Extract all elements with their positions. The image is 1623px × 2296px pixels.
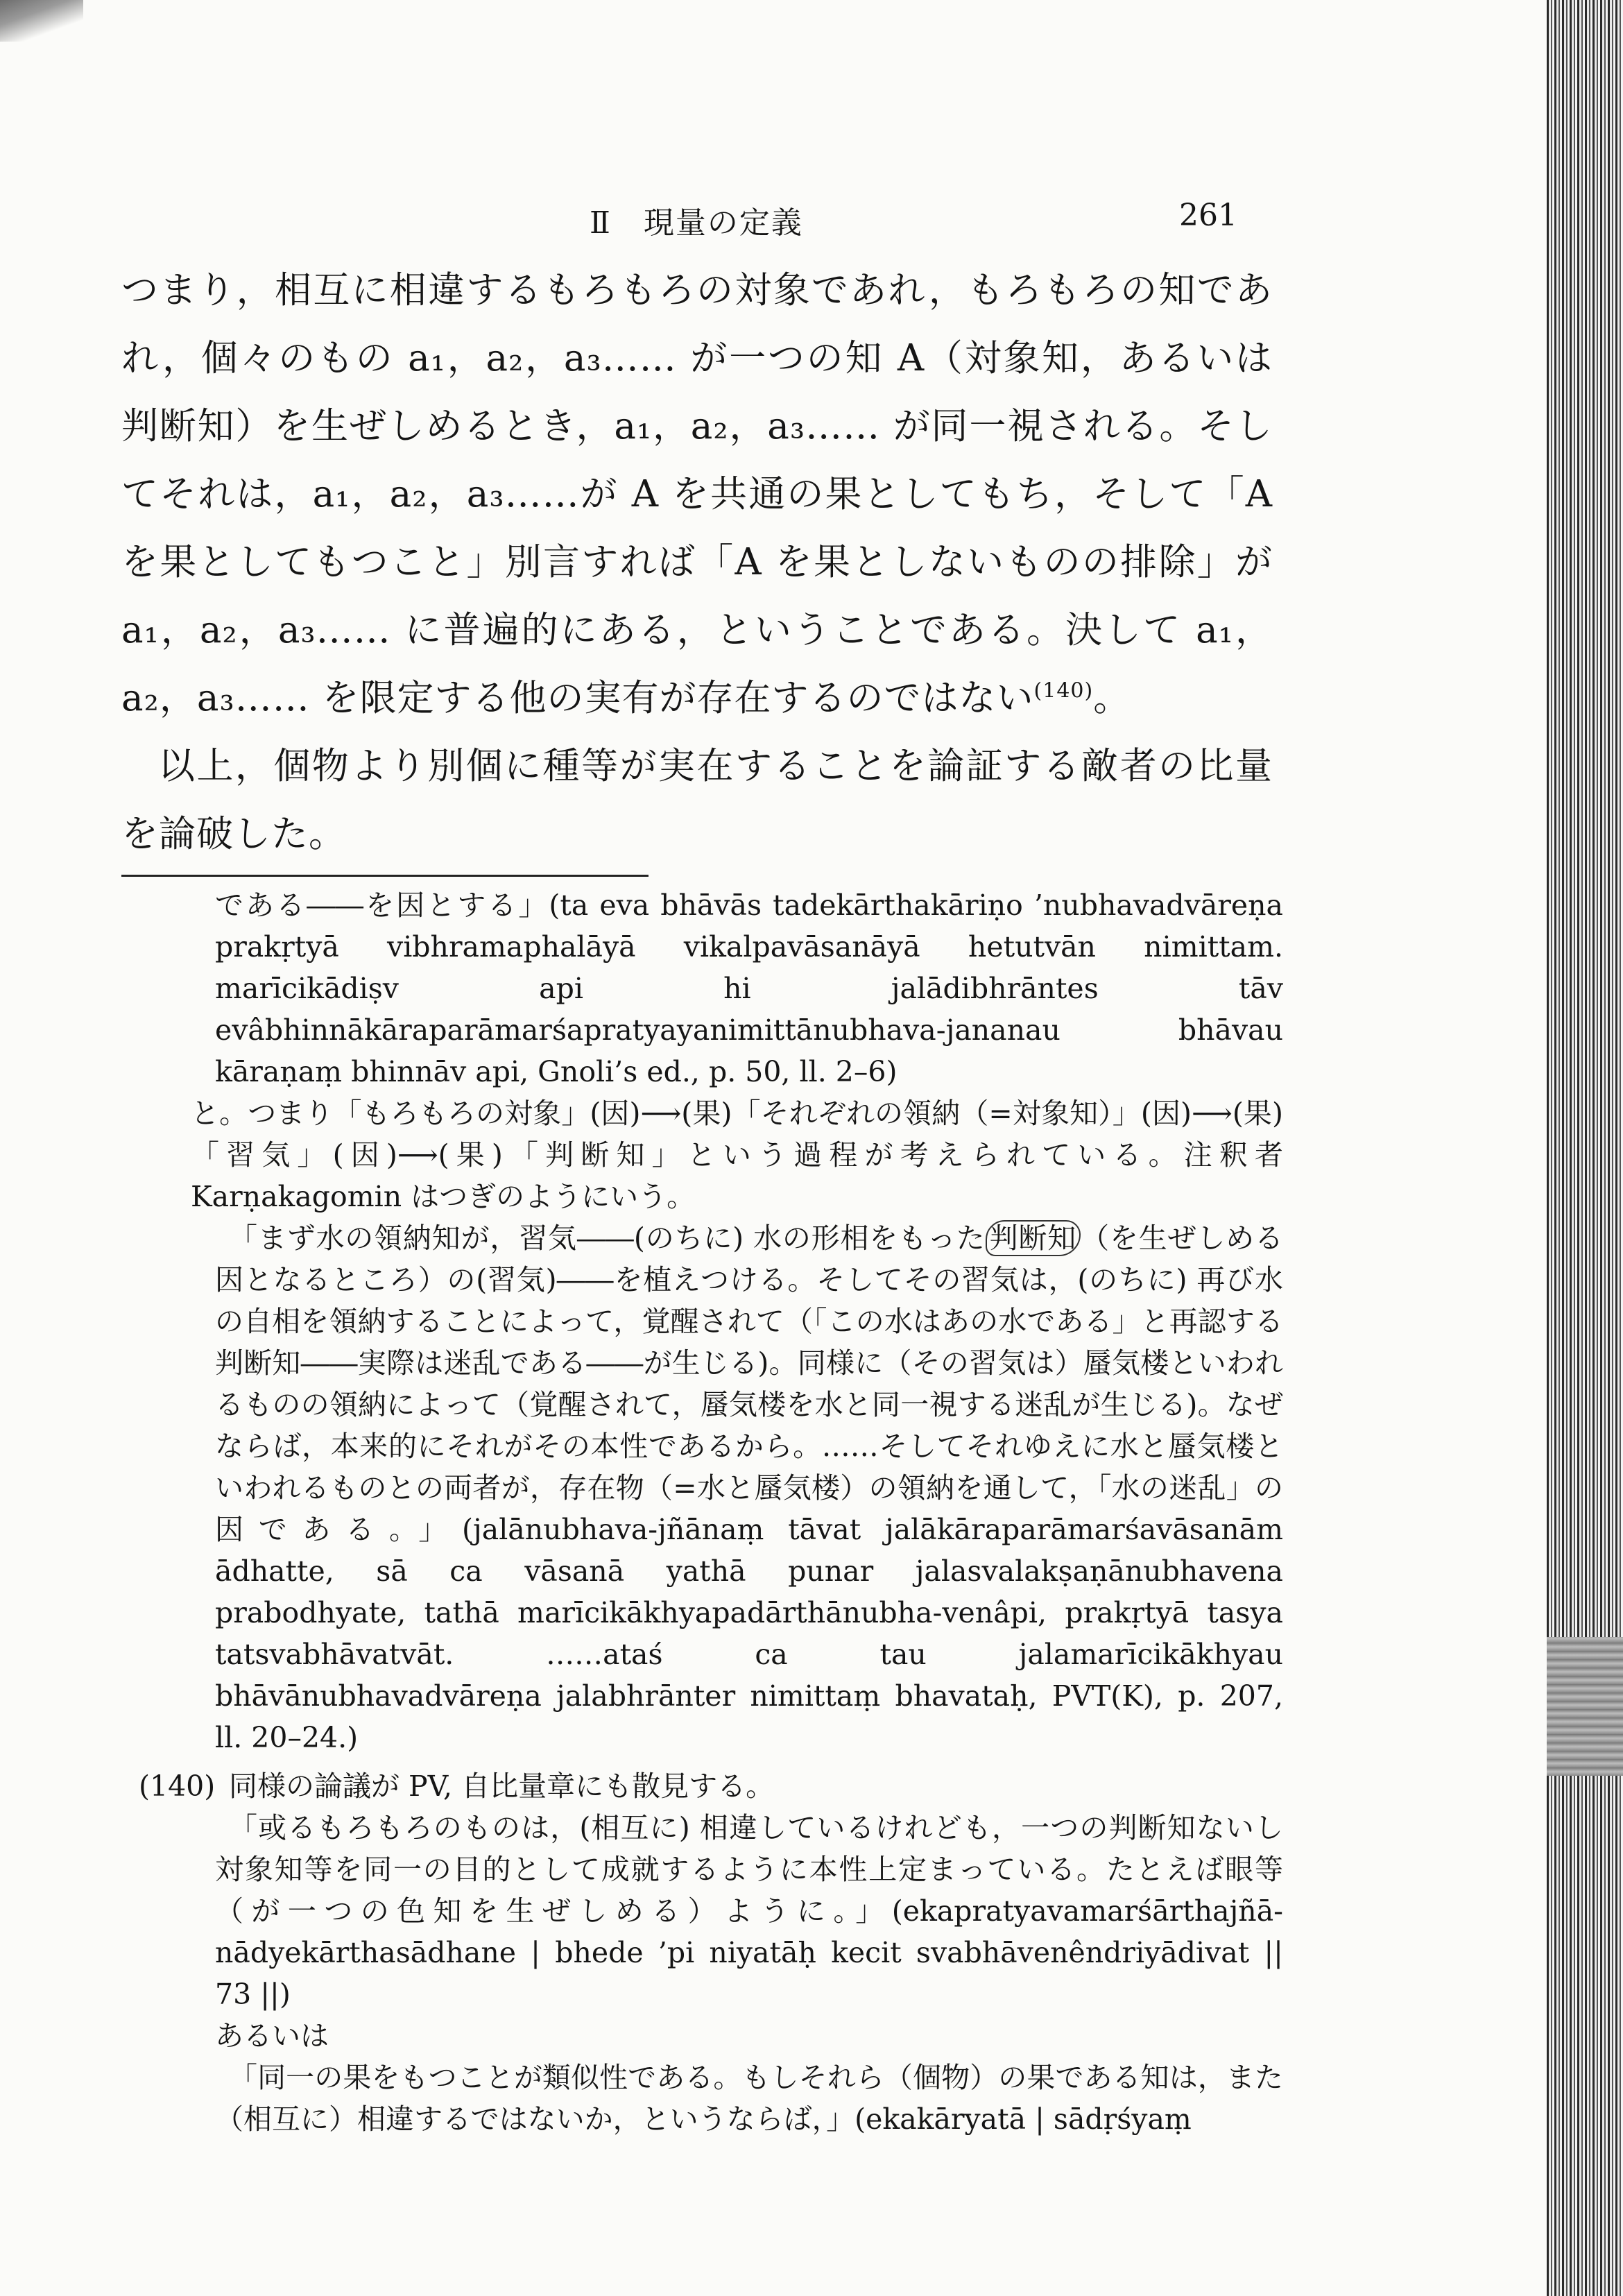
footnote-140-or: あるいは (215, 2019, 329, 2053)
footnotes (139, 884, 1283, 2140)
footnote-continuation-text: である――を因とする」(ta eva bhāvās tadekārthakāriṇo ’nubhavadvāreṇa prakṛtyā vibhramaphalāyā vikalpavāsanāyā hetutvān nimittam. marīcikādiṣv api hi jalādibhrāntes tāv evâbhinnākāraparāmarśapratyayanimittānubhava-jananau bhāvau kāraṇaṃ bhinnāv api, Gnoli’s ed., p. 50, ll. 2–6) (215, 889, 1283, 1088)
page-number: 261 (1179, 198, 1237, 233)
binding-tab (1547, 1637, 1623, 1776)
footnote-ref-140: (140) (1033, 678, 1094, 703)
book-binding-edge (1547, 0, 1623, 2296)
footnote-number: (140) (139, 1770, 216, 1803)
footnote-140: (140) 同様の論議が PV, 自比量章にも散見する。 (149, 1765, 1283, 1807)
footnote-continuation-explanation: と。つまり「もろもろの対象」(因)⟶(果)「それぞれの領納（=対象知）」(因)⟶(果)「習気」(因)⟶(果)「判断知」という過程が考えられている。注釈者 Karṇakagomin はつぎのようにいう。 (191, 1097, 1283, 1213)
footnote-quote-karnakagomin: 「まず水の領納知が，習気――(のちに) 水の形相をもった 判断知 （を生ぜしめる因となるところ）の(習気)――を植えつける。そしてその習気は，(のちに) 再び水の自相を領納することによって，覚醒されて（「この水はあの水である」と再認する判断知――実際は迷乱である――が生じる)。同様に（その習気は）蜃気楼といわれるものの領納によって（覚醒されて，蜃気楼を水と同一視する迷乱が生じる)。なぜならば，本来的にそれがその本性であるから。……そしてそれゆえに水と蜃気楼といわれるものとの両者が，存在物（=水と蜃気楼）の領納を通して，「水の迷乱」の因である。」(jalānubhava-jñānaṃ tāvat jalākāraparāmarśavāsanām ādhatte, sā ca vāsanā yathā punar jalasvalakṣaṇānubhavena prabodhyate, tathā marīcikākhyapadārthānubha-venâpi, prakṛtyā tasya tatsvabhāvatvāt. ……ataś ca tau jalamarīcikākhyau bhāvānubhavadvāreṇa jalabhrānter nimittaṃ bhavataḥ, PVT(K), p. 207, ll. 20–24.) (215, 1222, 1283, 1754)
chapter-title: Ⅱ 現量の定義 (590, 205, 803, 241)
main-paragraph-2: 以上，個物より別個に種等が実在することを論証する敵者の比量を論破した。 (121, 745, 1273, 855)
scan-shadow (0, 0, 83, 42)
footnote-divider (121, 875, 649, 877)
main-text (121, 257, 1273, 868)
footnote-140-quote-2: 「同一の果をもつことが類似性である。もしそれら（個物）の果である知は，また（相互に）相違するではないか，というならば，」(ekakāryatā | sādṛśyaṃ (215, 2061, 1283, 2136)
circled-term: 判断知 (986, 1220, 1081, 1256)
main-paragraph-1: つまり，相互に相違するもろもろの対象であれ，もろもろの知であれ，個々のもの a₁，a₂，a₃…… が一つの知 A（対象知，あるいは判断知）を生ぜしめるとき，a₁，a₂，a₃…… が同一視される。そしてそれは，a₁，a₂，a₃……が A を共通の果としてもち，そして「A を果としてもつこと」別言すれば「A を果としないものの排除」が a₁，a₂，a₃…… に普遍的にある，ということである。決して a₁，a₂，a₃…… を限定する他の実有が存在するのではない$^{(140)}$。 (121, 269, 1273, 719)
footnote-140-quote-1: 「或るもろもろのものは，(相互に) 相違しているけれども，一つの判断知ないし対象知等を同一の目的として成就するように本性上定まっている。たとえば眼等（が一つの色知を生ぜしめる）ように。」(ekapratyavamarśārthajñā-nādyekārthasādhane | bhede ’pi niyatāḥ kecit svabhāvenêndriyādivat || 73 ||) (215, 1811, 1283, 2011)
running-header (0, 198, 1623, 239)
